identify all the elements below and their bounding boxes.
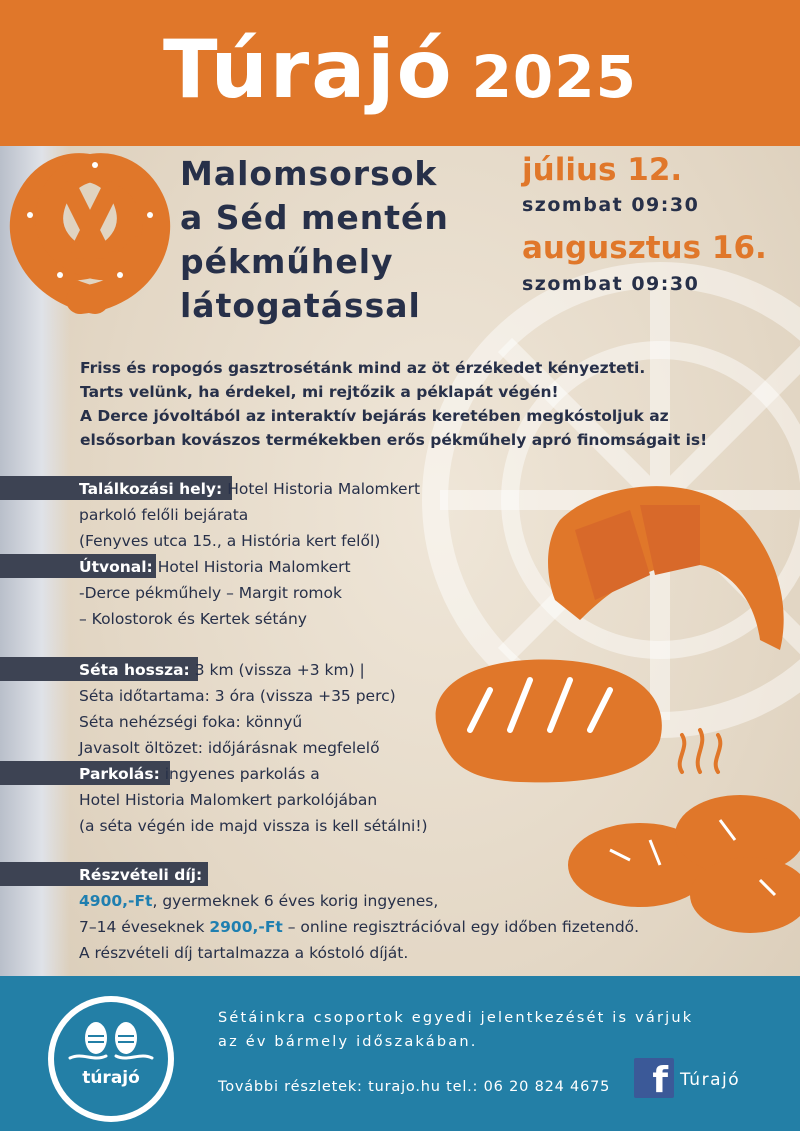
parking-line: (a séta végén ide majd vissza is kell sétálni!): [79, 817, 428, 835]
parking-line: Hotel Historia Malomkert parkolójában: [79, 791, 378, 809]
walk-difficulty: Séta nehézségi foka: könnyű: [79, 713, 303, 731]
price-child: 2900,-Ft: [209, 918, 283, 936]
contact-line[interactable]: További részletek: turajo.hu tel.: 06 20 824 4675: [218, 1079, 611, 1095]
route-label: Útvonal:: [79, 558, 153, 576]
event-date-1: július 12.: [522, 152, 683, 188]
intro-line: elsősorban kovászos termékekben erős pékműhely apró finomságait is!: [80, 431, 708, 449]
subtitle-line: látogatással: [180, 286, 421, 325]
bread-loaf-icon: [436, 660, 662, 783]
price-adult: 4900,-Ft: [79, 892, 153, 910]
fee-section: [79, 862, 639, 966]
meeting-line: parkoló felőli bejárata: [79, 506, 249, 524]
title-text: Túrajó: [163, 23, 454, 116]
fee-text: , gyermeknek 6 éves korig ingyenes,: [152, 892, 439, 910]
intro-line: A Derce jóvoltából az interaktív bejárás keretében megkóstoljuk az: [80, 407, 669, 425]
logo-text: túrajó: [82, 1068, 140, 1088]
meeting-section: [79, 476, 420, 554]
groups-text-line: Sétáinkra csoportok egyedi jelentkezését is várjuk: [218, 1010, 694, 1026]
pretzel-icon: [24, 162, 156, 300]
fee-text: A részvételi díj tartalmazza a kóstoló díját.: [79, 944, 409, 962]
footprints-icon: [48, 996, 174, 1122]
route-line: – Kolostorok és Kertek sétány: [79, 610, 307, 628]
title-year: 2025: [471, 43, 637, 111]
parking-section: [79, 761, 428, 839]
parking-label: Parkolás:: [79, 765, 160, 783]
walk-clothing: Javasolt öltözet: időjárásnak megfelelő: [79, 739, 380, 757]
walk-label: Séta hossza:: [79, 661, 190, 679]
meeting-label: Találkozási hely:: [79, 480, 223, 498]
subtitle-line: pékműhely: [180, 242, 394, 281]
turajo-logo: [48, 996, 174, 1122]
meeting-line: Hotel Historia Malomkert: [227, 480, 421, 498]
fee-text: – online regisztrációval egy időben fizetendő.: [282, 918, 640, 936]
route-line: Hotel Historia Malomkert: [157, 558, 351, 576]
facebook-icon[interactable]: f: [634, 1058, 674, 1098]
route-section: [79, 554, 351, 632]
parking-line: ingyenes parkolás a: [164, 765, 320, 783]
intro-text: [80, 356, 780, 452]
fee-text: 7–14 éveseknek: [79, 918, 210, 936]
intro-line: Friss és ropogós gasztrosétánk mind az öt érzékedet kényezteti.: [80, 359, 646, 377]
intro-line: Tarts velünk, ha érdekel, mi rejtőzik a péklapát végén!: [80, 383, 559, 401]
groups-text-line: az év bármely időszakában.: [218, 1034, 478, 1050]
subtitle-line: Malomsorsok: [180, 154, 438, 193]
event-subtitle: [180, 152, 520, 328]
event-time-2: szombat 09:30: [522, 273, 700, 295]
event-date-2: augusztus 16.: [522, 230, 767, 266]
fee-label: Részvételi díj:: [79, 866, 203, 884]
subtitle-line: a Séd mentén: [180, 198, 449, 237]
walk-length: 3 km (vissza +3 km) |: [194, 661, 365, 679]
meeting-line: (Fenyves utca 15., a História kert felől): [79, 532, 381, 550]
facebook-page-name[interactable]: Túrajó: [680, 1070, 741, 1090]
walk-duration: Séta időtartama: 3 óra (vissza +35 perc): [79, 687, 396, 705]
walk-section: [79, 657, 396, 761]
route-line: -Derce pékműhely – Margit romok: [79, 584, 342, 602]
event-time-1: szombat 09:30: [522, 194, 700, 216]
